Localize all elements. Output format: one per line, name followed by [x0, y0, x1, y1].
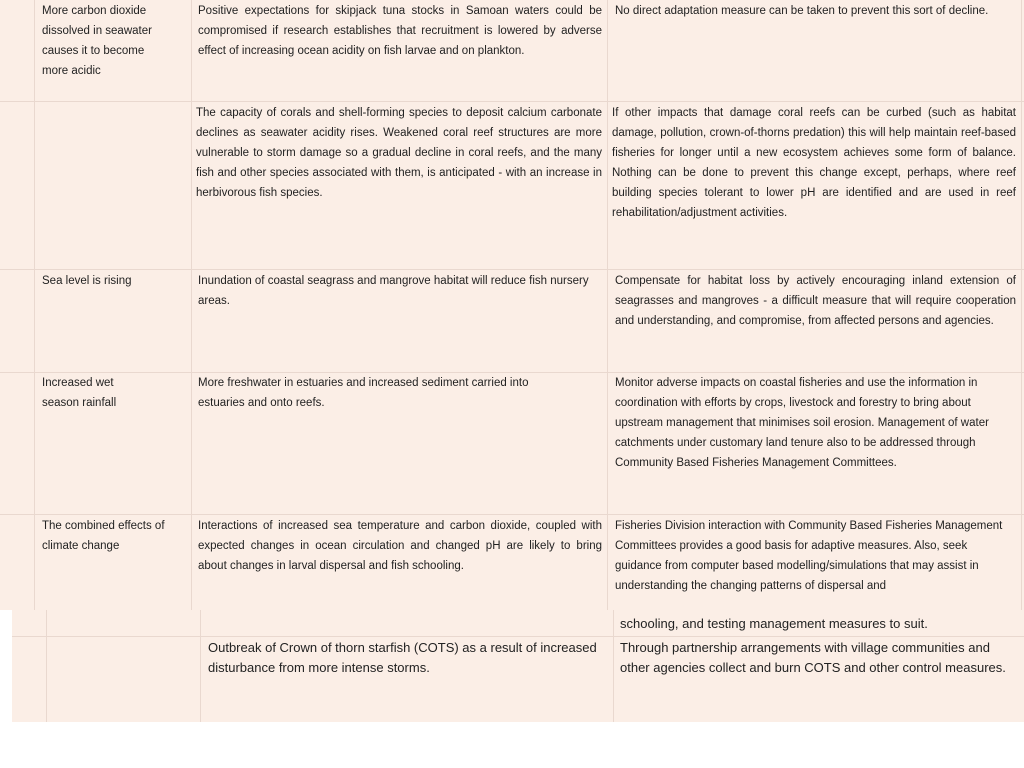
column-divider	[34, 0, 35, 610]
row-3-adaptation: Compensate for habitat loss by actively encouraging inland extension of seagrasses and mangroves - a difficult measure that will require cooperation and understanding, and compromise, from affected persons and agencies.	[615, 275, 1016, 327]
column-divider	[607, 0, 608, 610]
row-5-impact: Interactions of increased sea temperature and carbon dioxide, coupled with expected changes in ocean circulation and changed pH are likely to bring about changes in larval dispersal and fish schooling.	[198, 520, 602, 572]
column-divider	[191, 0, 192, 610]
row-4-driver: Increased wet season rainfall	[42, 377, 117, 409]
row-1-adaptation: No direct adaptation measure can be taken to prevent this sort of decline.	[615, 5, 989, 17]
row-1-impact: Positive expectations for skipjack tuna stocks in Samoan waters could be compromised if research establishes that recruitment is lowered by adverse effect of increasing ocean acidity on fish larvae and on plankton.	[198, 5, 602, 57]
row-6-impact: Outbreak of Crown of thorn starfish (COTS) as a result of increased disturbance from more intense storms.	[208, 640, 597, 675]
row-divider	[0, 101, 1024, 102]
row-1-driver: More carbon dioxide dissolved in seawater causes it to become more acidic	[42, 5, 152, 77]
table-page-continued	[12, 610, 1024, 722]
row-5-adaptation-continued: schooling, and testing management measures to suit.	[620, 616, 928, 631]
column-divider	[46, 610, 47, 722]
row-3-driver: Sea level is rising	[42, 275, 132, 287]
row-divider	[0, 514, 1024, 515]
row-5-driver: The combined effects of climate change	[42, 520, 165, 552]
row-6-adaptation: Through partnership arrangements with village communities and other agencies collect and burn COTS and other control measures.	[620, 640, 1006, 675]
column-divider	[613, 610, 614, 722]
column-divider	[200, 610, 201, 722]
row-divider	[0, 269, 1024, 270]
row-4-impact: More freshwater in estuaries and increased sediment carried into estuaries and onto reefs.	[198, 377, 529, 409]
row-divider	[12, 636, 1024, 637]
row-2-adaptation: If other impacts that damage coral reefs can be curbed (such as habitat damage, pollution, crown-of-thorns predation) this will help maintain reef-based fisheries for longer until a new ecosystem achieves some form of balance. Nothing can be done to prevent this change except, perhaps, where reef building species tolerant to lower pH are identified and are used in reef rehabilitation/adjustment activities.	[612, 107, 1016, 219]
row-2-impact: The capacity of corals and shell-forming species to deposit calcium carbonate declines as seawater acidity rises. Weakened coral reef structures are more vulnerable to storm damage so a gradual decline in coral reefs, and the many fish and other species associated with them, is anticipated - with an increase in herbivorous fish species.	[196, 107, 602, 199]
row-5-adaptation: Fisheries Division interaction with Community Based Fisheries Management Committees provides a good basis for adaptive measures. Also, seek guidance from computer based modelling/simulations that may assist in understanding the changing patterns of dispersal and	[615, 520, 1003, 592]
row-4-adaptation: Monitor adverse impacts on coastal fisheries and use the information in coordination with efforts by crops, livestock and forestry to bring about upstream management that minimises soil erosion. Management of water catchments under customary land tenure also to be addressed through Community Based Fisheries Management Committees.	[615, 377, 989, 469]
column-divider	[1021, 0, 1022, 610]
row-3-impact: Inundation of coastal seagrass and mangrove habitat will reduce fish nursery areas.	[198, 275, 589, 307]
